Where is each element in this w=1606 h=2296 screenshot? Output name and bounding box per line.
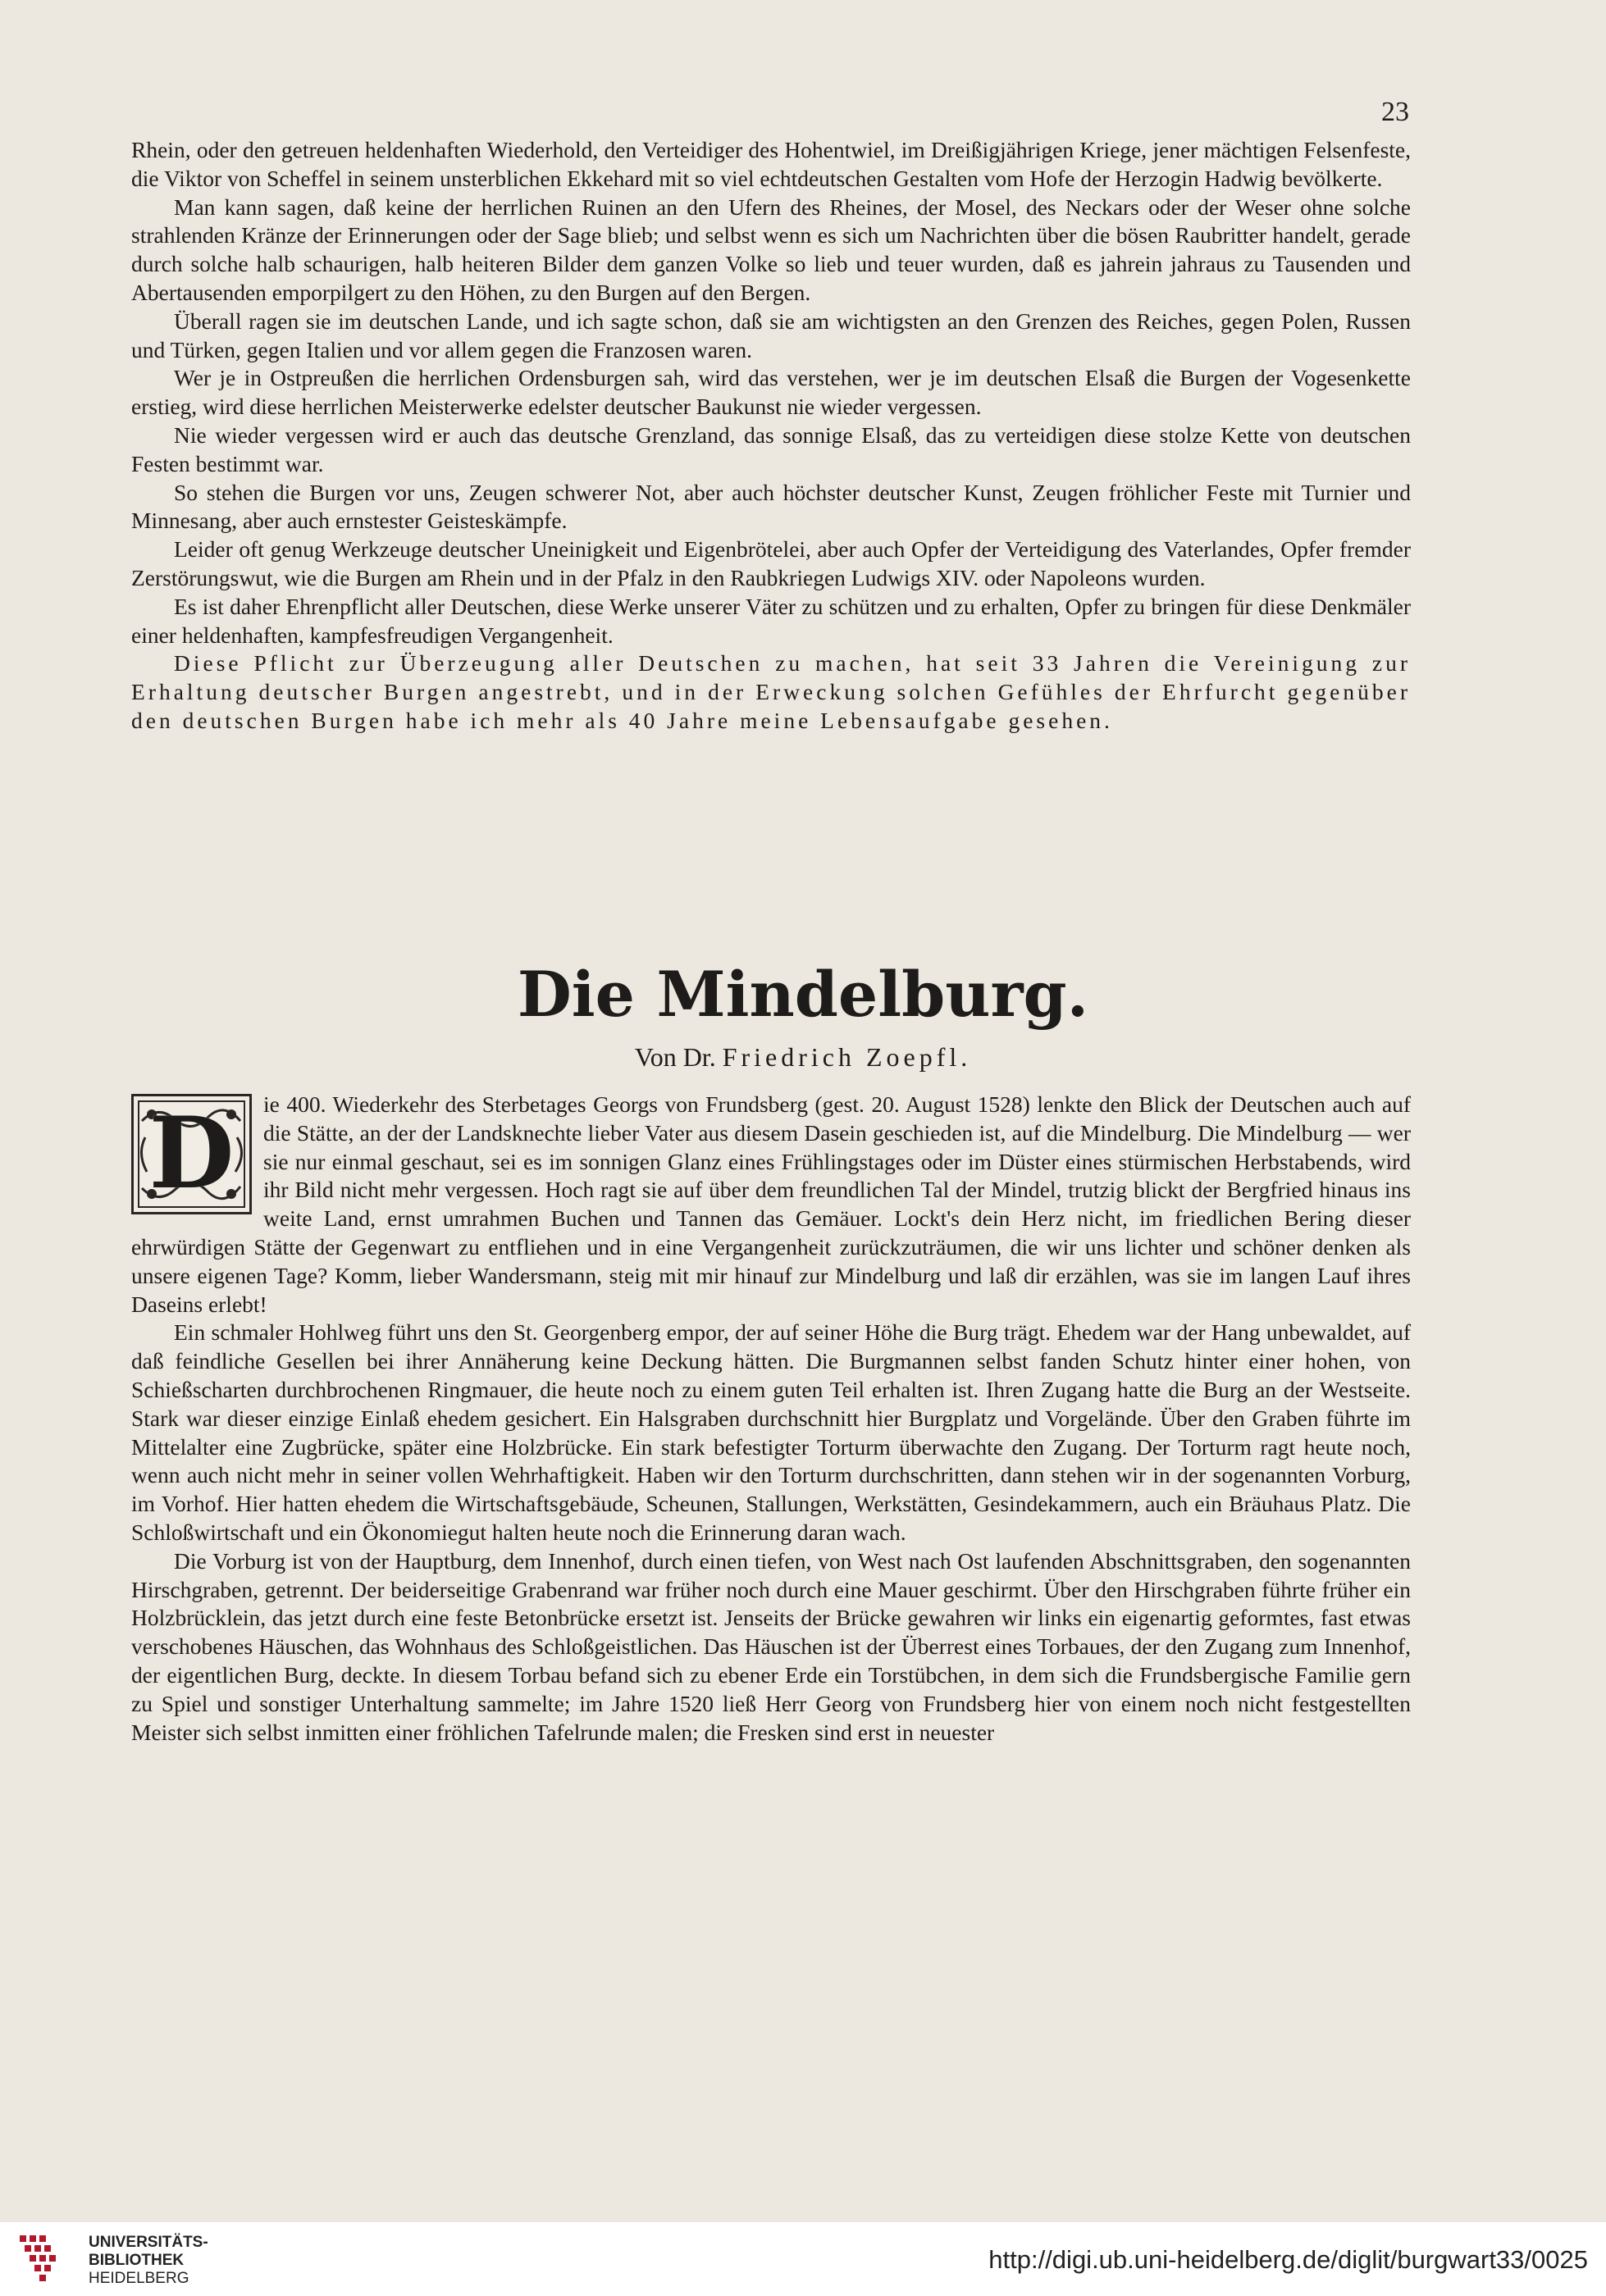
paragraph: Leider oft genug Werkzeuge deutscher Uneinigkeit und Eigenbrötelei, aber auch Opfer der Verteidigung des Vaterlandes, Opfer fremder Zerstörungswut, wie die Burgen am Rhein und in der Pfalz in den Raubkriegen Ludwigs XIV. oder Napoleons wurden. [131, 536, 1411, 590]
library-name-line: BIBLIOTHEK [89, 2252, 185, 2269]
byline-author: Friedrich Zoepfl. [722, 1042, 972, 1072]
paragraph: Man kann sagen, daß keine der herrlichen Ruinen an den Ufern des Rheines, der Mosel, des Neckars oder der Weser ohne solche strahlenden Kränze der Erinnerungen oder der Sage blieb; und selbst wenn es sich um Nachrichten über die bösen Raubritter handelt, gerade durch solche halb schaurigen, halb heiteren Bilder dem ganzen Volke so lieb und teuer wurden, daß es jahrein jahraus zu Tausenden und Abertausenden emporpilgert zu den Höhen, zu den Burgen auf den Bergen. [131, 194, 1411, 305]
first-paragraph-text: ie 400. Wiederkehr des Sterbetages Georgs von Frundsberg (gest. 20. August 1528) lenkte den Blick der Deutschen auch auf die Stätte, an der der Landsknechte lieber Vater aus diesem Dasein geschieden ist, auf die Mindelburg. Die Mindelburg — wer sie nur einmal geschaut, sei es im sonnigen Glanz eines Frühlingstages oder im Düster eines stürmischen Herbstabends, wird ihr Bild nicht mehr vergessen. Hoch ragt sie auf über dem freundlichen Tal der Mindel, trutzig blickt der Bergfried hinaus ins weite Land, ernst umrahmen Buchen und Tannen das Gemäuer. Lockt's dein Herz nicht, im friedlichen Bering dieser ehrwürdigen Stätte der Gegenwart zu entfliehen und in eine Vergangenheit zurückzuträumen, die wir uns lichter und schöner denken als unsere eigenen Tage? Komm, lieber Wandersmann, steig mit mir hinauf zur Mindelburg und laß dir erzählen, was sie im langen Lauf ihres Daseins erlebt! [131, 1091, 1411, 1317]
byline-prefix: Von Dr. [634, 1042, 716, 1072]
viewer-footer [0, 2222, 1606, 2296]
paragraph: Ein schmaler Hohlweg führt uns den St. Georgenberg empor, der auf seiner Höhe die Burg trägt. Ehedem war der Hang unbewaldet, auf daß feindliche Gesellen bei ihrer Annäherung keine Deckung hätten. Die Burgmannen selbst fanden Schutz hinter einer hohen, von Schießscharten durchbrochenen Ringmauer, die heute noch zu einem guten Teil erhalten ist. Ihren Zugang hatte die Burg an der Westseite. Stark war dieser einzige Einlaß ehedem gesichert. Ein Halsgraben durchschnitt hier Burgplatz und Vorgelände. Über den Graben führte im Mittelalter eine Zugbrücke, später eine Holzbrücke. Ein stark befestigter Torturm überwachte den Zugang. Der Torturm ragt heute noch, wenn auch nicht mehr in seiner vollen Wehrhaftigkeit. Haben wir den Torturm durchschritten, dann stehen wir in der sogenannten Vorburg, im Vorhof. Hier hatten ehedem die Wirtschaftsgebäude, Scheunen, Stallungen, Werkstätten, Gesindekammern, auch ein Bräuhaus Platz. Die Schloßwirtschaft und ein Ökonomiegut halten heute noch die Erinnerung daran wach. [131, 1319, 1411, 1545]
intro-text-block [131, 136, 1411, 736]
source-url-link[interactable]: http://digi.ub.uni-heidelberg.de/diglit/burgwart33/0025 [988, 2245, 1588, 2274]
page-number: 23 [1381, 97, 1409, 127]
library-logo-icon[interactable] [18, 2232, 75, 2285]
paragraph: Überall ragen sie im deutschen Lande, und ich sagte schon, daß sie am wichtigsten an den Grenzen des Reiches, gegen Polen, Russen und Türken, gegen Italien und vor allem gegen die Franzosen waren. [131, 308, 1411, 362]
paragraph: Rhein, oder den getreuen heldenhaften Wiederhold, den Verteidiger des Hohentwiel, im Dreißigjährigen Kriege, jener mächtigen Felsenfeste, die Viktor von Scheffel in seinem unsterblichen Ekkehard mit so viel echtdeutschen Gestalten vom Hofe der Herzogin Hadwig bevölkerte. [131, 137, 1411, 191]
paragraph: Die Vorburg ist von der Hauptburg, dem Innenhof, durch einen tiefen, von West nach Ost laufenden Abschnittsgraben, den sogenannten Hirschgraben, getrennt. Der beiderseitige Grabenrand war früher noch durch eine Mauer geschirmt. Über den Hirschgraben führte früher ein Holzbrücklein, das jetzt durch eine feste Betonbrücke ersetzt ist. Jenseits der Brücke gewahren wir links ein eigenartig geformtes, fast etwas verschobenes Häuschen, das Wohnhaus des Schloßgeistlichen. Das Häuschen ist der Überrest eines Torbaues, der den Zugang zum Innenhof, der eigentlichen Burg, deckte. In diesem Torbau befand sich zu ebener Erde ein Torstübchen, in dem sich die Frundsbergische Familie gern zu Spiel und sonstiger Unterhaltung sammelte; im Jahre 1520 ließ Herr Georg von Frundsberg hier von einem noch nicht festgestellten Meister sich selbst inmitten einer fröhlichen Tafelrunde malen; die Fresken sind erst in neuester [131, 1547, 1411, 1745]
closing-paragraph: Diese Pflicht zur Überzeugung aller Deutschen zu machen, hat seit 33 Jahren die Vereinigung zur Erhaltung deutscher Burgen angestrebt, und in der Erweckung solchen Gefühles der Ehrfurcht gegenüber den deutschen Burgen habe ich mehr als 40 Jahre meine Lebensaufgabe gesehen. [131, 650, 1411, 733]
article-body [131, 1091, 1411, 1747]
library-name[interactable] [89, 2234, 208, 2288]
byline [0, 1042, 1606, 1073]
paragraph: Wer je in Ostpreußen die herrlichen Ordensburgen sah, wird das verstehen, wer je im deutschen Elsaß die Burgen der Vogesenkette erstieg, wird diese herrlichen Meisterwerke edelster deutscher Baukunst nie wieder vergessen. [131, 365, 1411, 420]
dropcap-letter: D [148, 1096, 235, 1212]
article-title: Die Mindelburg. [517, 958, 1089, 1031]
paragraph: Es ist daher Ehrenpflicht aller Deutschen, diese Werke unserer Väter zu schützen und zu erhalten, Opfer zu bringen für diese Denkmäler einer heldenhaften, kampfesfreudigen Vergangenheit. [131, 593, 1411, 648]
paragraph: So stehen die Burgen vor uns, Zeugen schwerer Not, aber auch höchster deutscher Kunst, Zeugen fröhlicher Feste mit Turnier und Minnesang, aber auch ernstester Geisteskämpfe. [131, 479, 1411, 534]
decorative-initial [131, 1094, 252, 1214]
library-name-line: UNIVERSITÄTS- [89, 2234, 208, 2251]
library-name-line: HEIDELBERG [89, 2270, 189, 2287]
article-first-paragraph [131, 1091, 1411, 1319]
paragraph: Nie wieder vergessen wird er auch das deutsche Grenzland, das sonnige Elsaß, das zu verteidigen diese stolze Kette von deutschen Festen bestimmt war. [131, 421, 1411, 476]
